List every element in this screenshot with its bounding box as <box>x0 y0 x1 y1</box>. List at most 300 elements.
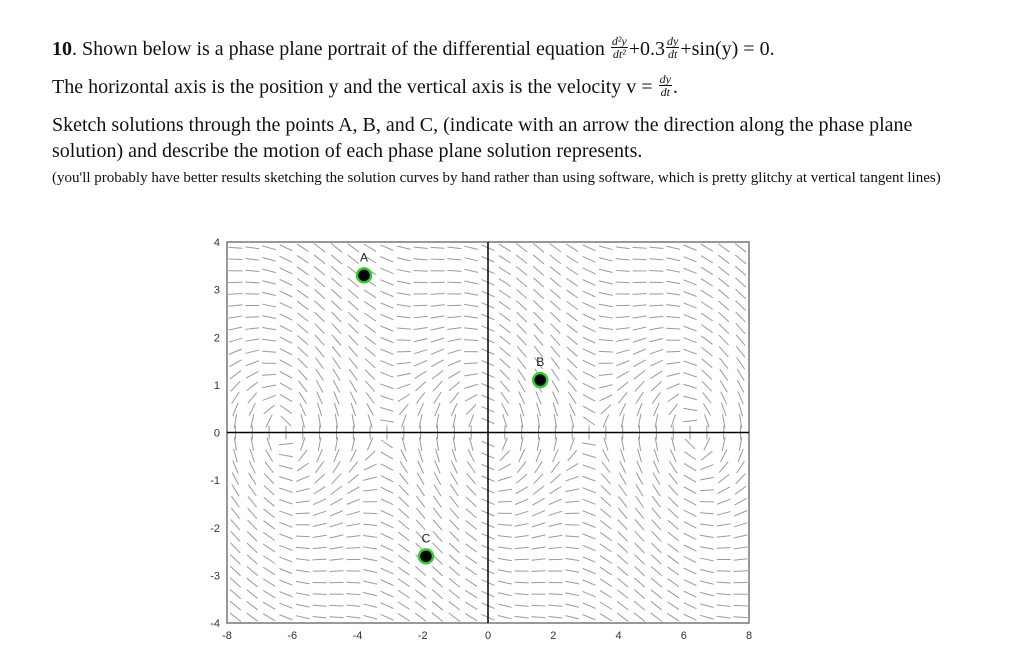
slope-segment <box>684 603 697 609</box>
slope-segment <box>650 349 663 353</box>
slope-segment <box>683 384 696 388</box>
slope-segment <box>599 385 613 388</box>
slope-segment <box>568 381 577 392</box>
slope-segment <box>280 405 291 413</box>
slope-segment <box>263 602 275 609</box>
slope-segment <box>616 350 629 354</box>
slope-segment <box>666 281 680 283</box>
slope-segment <box>700 535 714 537</box>
slope-segment <box>449 555 459 564</box>
slope-segment <box>737 357 745 368</box>
slope-segment <box>381 245 394 250</box>
slope-segment <box>649 327 663 329</box>
slope-segment <box>551 335 560 345</box>
slope-segment <box>667 590 679 598</box>
slope-segment <box>464 281 478 284</box>
slope-segment <box>683 373 696 377</box>
phase-plane-plot <box>190 232 760 652</box>
question-instructions: Sketch solutions through the points A, B, and C, (indicate with an arrow the direction along the phase plane solution) and describe the motion of each phase plane solution represents. <box>52 114 913 162</box>
slope-segment <box>381 568 394 574</box>
slope-segment <box>738 449 743 462</box>
slope-segment <box>263 614 275 621</box>
slope-segment <box>684 591 697 597</box>
slope-segment <box>619 473 626 485</box>
slope-segment <box>416 508 425 519</box>
slope-segment <box>519 449 525 462</box>
slope-segment <box>566 463 578 470</box>
slope-segment <box>280 348 292 354</box>
slope-segment <box>550 244 561 253</box>
slope-segment <box>329 571 343 572</box>
slope-segment <box>262 281 276 284</box>
slope-segment <box>583 337 596 343</box>
slope-segment <box>450 508 459 519</box>
slope-segment <box>380 420 394 422</box>
slope-segment <box>637 403 642 416</box>
slope-segment <box>583 557 596 562</box>
slope-segment <box>349 335 359 345</box>
slope-segment <box>649 259 663 260</box>
slope-segment <box>499 301 510 309</box>
slope-segment <box>448 371 460 378</box>
slope-segment <box>583 314 596 320</box>
slope-segment <box>317 391 323 404</box>
slope-segment <box>633 305 647 307</box>
slope-segment <box>414 316 428 317</box>
slope-segment <box>717 512 731 515</box>
slope-segment <box>296 616 310 619</box>
slope-segment <box>349 358 358 369</box>
slope-segment <box>350 392 356 405</box>
slope-segment <box>465 555 476 563</box>
slope-segment <box>380 407 393 411</box>
slope-segment <box>331 301 341 311</box>
slope-segment <box>232 484 239 496</box>
slope-segment <box>280 291 293 297</box>
slope-segment <box>247 532 257 542</box>
slope-segment <box>517 346 526 357</box>
slope-segment <box>633 338 646 342</box>
slope-segment <box>334 449 339 462</box>
slope-segment <box>398 613 410 621</box>
slope-segment <box>313 605 327 606</box>
slope-segment <box>331 255 342 264</box>
slope-segment <box>314 255 325 264</box>
slope-segment <box>649 247 663 248</box>
slope-segment <box>381 268 394 273</box>
slope-segment <box>599 316 613 318</box>
slope-segment <box>569 403 575 416</box>
slope-segment <box>349 369 357 381</box>
slope-segment <box>534 335 543 346</box>
slope-segment <box>499 464 511 471</box>
slope-segment <box>600 567 612 575</box>
slope-segment <box>398 579 410 587</box>
slope-segment <box>666 362 680 364</box>
slope-segment <box>297 244 309 252</box>
slope-segment <box>566 476 579 481</box>
slope-segment <box>330 547 344 549</box>
slope-segment <box>599 258 613 261</box>
slope-segment <box>617 613 628 621</box>
slope-segment <box>668 544 679 553</box>
slope-segment <box>552 380 559 392</box>
slope-segment <box>568 392 576 404</box>
slope-segment <box>231 381 241 391</box>
slope-segment <box>447 259 461 260</box>
slope-segment <box>297 336 308 345</box>
x-tick-label: -8 <box>222 630 232 642</box>
slope-segment <box>331 266 342 275</box>
slope-segment <box>718 278 729 287</box>
slope-segment <box>702 381 712 391</box>
slope-segment <box>667 613 679 621</box>
slope-segment <box>533 278 543 287</box>
slope-segment <box>650 360 663 366</box>
slope-segment <box>651 382 661 391</box>
slope-segment <box>348 301 358 310</box>
slope-segment <box>600 614 612 621</box>
slope-segment <box>533 266 544 275</box>
slope-segment <box>315 461 323 472</box>
slope-segment <box>684 556 697 562</box>
slope-segment <box>450 496 459 507</box>
slope-segment <box>683 361 696 366</box>
slope-segment <box>603 415 609 428</box>
slope-segment <box>262 269 276 273</box>
slope-segment <box>364 313 375 321</box>
slope-segment <box>532 559 546 561</box>
slope-segment <box>314 289 324 298</box>
slope-segment <box>417 473 424 485</box>
slope-segment <box>600 602 612 609</box>
slope-segment <box>499 324 510 333</box>
slope-segment <box>701 313 713 321</box>
slope-segment <box>348 255 359 264</box>
slope-segment <box>566 267 578 275</box>
slope-segment <box>262 246 275 250</box>
slope-segment <box>381 614 394 620</box>
slope-segment <box>649 305 663 306</box>
slope-segment <box>734 605 748 606</box>
slope-segment <box>363 535 377 537</box>
slope-segment <box>431 338 444 342</box>
slope-segment <box>298 381 307 392</box>
slope-segment <box>635 381 645 391</box>
point-label: B <box>536 355 545 370</box>
slope-segment <box>582 476 595 481</box>
slope-segment <box>600 395 613 401</box>
slope-segment <box>721 392 727 405</box>
slope-segment <box>263 544 275 552</box>
slope-segment <box>583 291 596 297</box>
slope-segment <box>736 323 745 333</box>
slope-segment <box>718 244 729 252</box>
slope-segment <box>565 593 579 596</box>
point-label: A <box>360 250 369 265</box>
slope-segment <box>313 594 327 595</box>
slope-segment <box>616 270 630 271</box>
slope-segment <box>499 279 511 287</box>
slope-segment <box>449 382 460 391</box>
slope-segment <box>719 346 728 357</box>
slope-segment <box>717 548 731 549</box>
slope-segment <box>449 543 459 553</box>
slope-segment <box>498 547 512 549</box>
point-a <box>357 250 371 282</box>
slope-segment <box>250 449 255 462</box>
slope-segment <box>654 461 660 474</box>
x-tick-label: 6 <box>680 630 687 642</box>
slope-segment <box>231 520 240 531</box>
slope-segment <box>279 592 292 597</box>
slope-segment <box>279 580 292 585</box>
slope-segment <box>432 578 442 587</box>
slope-segment <box>464 384 477 388</box>
slope-segment <box>599 351 613 352</box>
slope-segment <box>550 289 561 298</box>
slope-segment <box>230 601 241 610</box>
slope-segment <box>298 370 307 380</box>
slope-segment <box>246 361 259 366</box>
slope-segment <box>565 489 579 492</box>
slope-segment <box>431 316 445 318</box>
slope-segment <box>652 392 660 403</box>
slope-segment <box>685 439 695 449</box>
slope-segment <box>669 404 678 415</box>
slope-segment <box>704 438 710 451</box>
slope-segment <box>519 392 525 405</box>
equation-second-derivative: $\frac{\text{d²y}}{\text{dt²}}$ <box>611 33 627 61</box>
slope-segment <box>464 258 478 261</box>
slope-segment <box>381 522 394 528</box>
slope-segment <box>737 461 745 473</box>
slope-segment <box>667 384 680 389</box>
slope-segment <box>381 280 394 285</box>
slope-segment <box>314 301 324 311</box>
slope-segment <box>635 555 645 565</box>
slope-segment <box>298 450 307 461</box>
slope-segment <box>583 406 595 413</box>
slope-segment <box>247 555 258 564</box>
slope-segment <box>550 301 560 310</box>
slope-segment <box>447 270 461 271</box>
slope-segment <box>550 266 561 275</box>
slope-segment <box>363 547 377 549</box>
slope-segment <box>431 305 445 307</box>
slope-segment <box>329 617 343 618</box>
slope-segment <box>666 351 680 352</box>
slope-segment <box>266 415 272 428</box>
slope-segment <box>684 291 697 296</box>
slope-segment <box>720 380 727 392</box>
slope-segment <box>535 461 543 473</box>
slope-segment <box>451 473 458 485</box>
slope-segment <box>346 524 360 527</box>
slope-segment <box>262 316 276 319</box>
slope-segment <box>532 571 546 572</box>
slope-segment <box>617 601 628 610</box>
slope-segment <box>498 581 512 584</box>
slope-segment <box>280 279 293 285</box>
slope-segment <box>415 601 426 610</box>
slope-segment <box>447 247 461 249</box>
slope-segment <box>230 590 241 599</box>
slope-segment <box>684 580 697 586</box>
slope-segment <box>464 316 478 318</box>
slope-segment <box>447 339 461 342</box>
slope-segment <box>548 594 562 595</box>
slope-segment <box>346 582 360 583</box>
slope-segment <box>602 462 610 473</box>
slope-segment <box>549 511 562 515</box>
slope-segment <box>684 338 697 343</box>
point-b <box>533 355 547 387</box>
slope-segment <box>448 350 461 354</box>
slope-segment <box>246 371 258 378</box>
slope-segment <box>583 326 596 332</box>
slope-segment <box>548 535 562 537</box>
slope-segment <box>536 391 541 404</box>
slope-segment <box>652 496 660 507</box>
slope-segment <box>231 531 240 541</box>
slope-segment <box>583 615 596 620</box>
slope-segment <box>618 508 627 519</box>
slope-segment <box>316 369 324 381</box>
y-tick-label: 2 <box>213 332 220 345</box>
slope-segment <box>280 245 293 251</box>
slope-segment <box>498 558 512 560</box>
slope-segment <box>701 302 713 310</box>
slope-segment <box>247 382 258 391</box>
slope-segment <box>464 269 478 272</box>
slope-segment <box>566 278 578 286</box>
slope-segment <box>717 616 731 618</box>
slope-segment <box>620 449 624 462</box>
slope-segment <box>416 496 424 507</box>
slope-segment <box>717 582 731 583</box>
slope-segment <box>313 617 327 618</box>
slope-segment <box>653 484 661 496</box>
slope-segment <box>466 532 477 541</box>
slope-segment <box>363 513 377 514</box>
slope-segment <box>700 592 714 596</box>
slope-segment <box>348 289 359 298</box>
slope-segment <box>653 473 660 485</box>
slope-segment <box>717 524 731 526</box>
slope-segment <box>550 278 561 287</box>
slope-segment <box>233 461 238 474</box>
slope-segment <box>717 605 731 607</box>
slope-segment <box>381 591 394 597</box>
slope-segment <box>430 294 444 295</box>
slope-segment <box>734 535 748 538</box>
slope-segment <box>652 531 662 541</box>
slope-segment <box>417 484 425 496</box>
slope-segment <box>363 477 377 480</box>
slope-segment <box>245 270 259 271</box>
slope-segment <box>516 474 527 483</box>
slope-segment <box>468 449 474 461</box>
slope-segment <box>280 302 293 308</box>
slope-segment <box>565 570 579 572</box>
slope-segment <box>515 605 529 606</box>
slope-segment <box>565 581 579 584</box>
slope-segment <box>415 578 426 587</box>
slope-segment <box>583 568 596 573</box>
slope-segment <box>381 533 394 539</box>
slope-segment <box>348 312 358 322</box>
slope-segment <box>416 520 425 530</box>
slope-segment <box>500 358 510 368</box>
slope-segment <box>415 382 425 391</box>
slope-segment <box>550 255 561 264</box>
slope-segment <box>616 259 630 260</box>
slope-segment <box>230 578 240 587</box>
slope-segment <box>397 340 411 341</box>
slope-segment <box>498 616 512 619</box>
slope-segment <box>380 314 393 319</box>
slope-segment <box>617 371 629 378</box>
slope-segment <box>684 510 696 516</box>
slope-segment <box>229 338 242 342</box>
slope-segment <box>616 361 629 366</box>
slope-segment <box>265 462 274 473</box>
slope-segment <box>515 594 529 595</box>
slope-segment <box>465 614 477 621</box>
slope-segment <box>516 278 527 287</box>
slope-segment <box>652 520 661 530</box>
slope-segment <box>331 243 342 252</box>
slope-segment <box>397 269 411 272</box>
slope-segment <box>583 591 596 596</box>
slope-segment <box>347 499 360 504</box>
slope-segment <box>247 578 258 587</box>
slope-segment <box>737 369 744 381</box>
slope-segment <box>718 474 729 483</box>
slope-segment <box>701 279 713 286</box>
slope-segment <box>517 324 527 334</box>
slope-segment <box>701 267 713 274</box>
slope-segment <box>666 246 680 249</box>
slope-segment <box>464 246 478 249</box>
slope-segment <box>380 372 393 377</box>
slope-segment <box>651 613 662 622</box>
slope-segment <box>332 312 342 322</box>
slope-segment <box>600 544 611 552</box>
slope-segment <box>397 328 411 329</box>
slope-segment <box>649 316 663 317</box>
slope-segment <box>516 266 527 275</box>
slope-segment <box>365 324 376 332</box>
question-block <box>52 34 982 191</box>
slope-segment <box>365 359 375 368</box>
slope-segment <box>583 245 596 251</box>
slope-segment <box>414 350 427 354</box>
slope-segment <box>398 544 409 552</box>
question-line-1: 10. Shown below is a phase plane portrait of the differential equation $\frac{\text{d²y}}{\text{dt²}}$ +0.3 $\frac{dy}{dt}$ +sin(y) = 0. <box>52 33 775 61</box>
slope-segment <box>381 452 393 459</box>
slope-segment <box>636 484 643 496</box>
equation-rest: +sin(y) = 0. <box>680 38 775 60</box>
slope-segment <box>633 316 647 318</box>
slope-segment <box>718 301 729 310</box>
slope-segment <box>684 533 697 539</box>
slope-segment <box>450 392 459 403</box>
slope-segment <box>534 323 543 333</box>
slope-segment <box>617 578 628 587</box>
question-note: (you'll probably have better results sketching the solution curves by hand rather than using software, which is pretty glitchy at vertical tangent lines) <box>52 170 941 186</box>
